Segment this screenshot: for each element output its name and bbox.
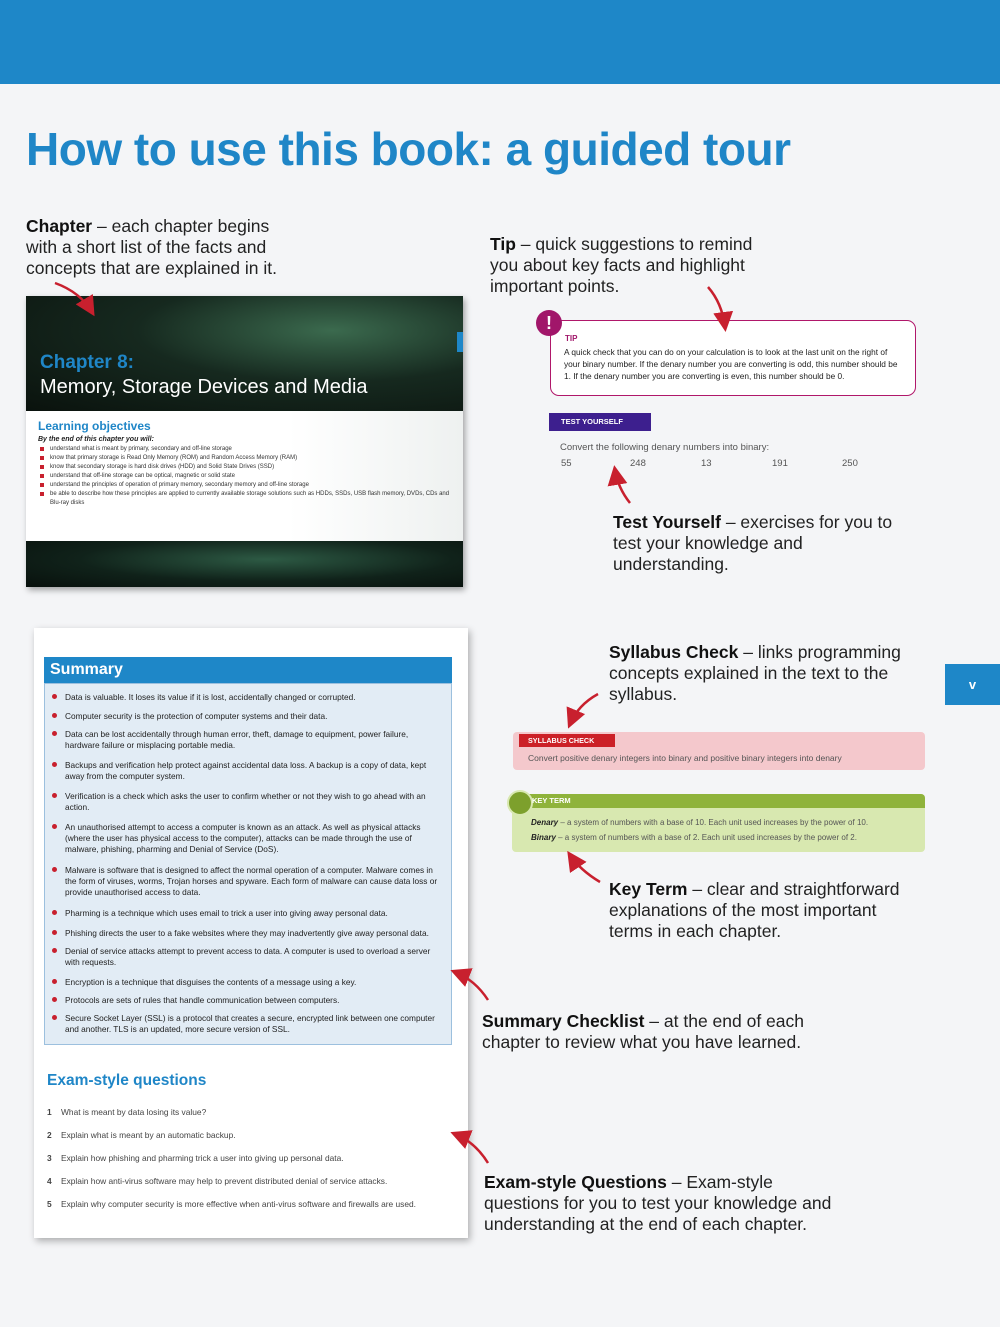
objective-item: know that primary storage is Read Only Memory (ROM) and Random Access Memory (RAM) <box>38 454 458 463</box>
tip-callout-text: – quick suggestions to remind you about key facts and highlight important points. <box>490 234 753 296</box>
objective-item: understand the principles of operation of primary memory, secondary memory and off-line storage <box>38 481 458 490</box>
chapter-opener-sample <box>26 296 463 587</box>
tip-callout-term: Tip <box>490 234 516 254</box>
test-yourself-callout-text: – exercises for you to test your knowledge and understanding. <box>613 512 893 574</box>
key-term-callout-text: – clear and straightforward explanations of the most important terms in each chapter. <box>609 879 900 941</box>
summary-item: Encryption is a technique that disguises the contents of a message using a key. <box>50 977 442 988</box>
objective-item: understand what is meant by primary, secondary and off-line storage <box>38 445 458 454</box>
question-text: Explain how phishing and pharming trick a user into giving up personal data. <box>61 1153 344 1163</box>
key-term-word: Binary <box>531 833 556 842</box>
chapter-callout-text: – each chapter begins with a short list of the facts and concepts that are explained in it. <box>26 216 277 278</box>
syllabus-check-callout <box>609 642 909 705</box>
arrow-test-yourself <box>615 470 630 503</box>
test-yourself-callout-term: Test Yourself <box>613 512 721 532</box>
question-text: Explain what is meant by an automatic backup. <box>61 1130 236 1140</box>
key-term-entry <box>531 833 857 842</box>
summary-item: Malware is software that is designed to affect the normal operation of a computer. Malware comes in the form of viruses, worms, Trojan horses and spyware. Each form of malware can cause data loss or provide unauthorised access to data. <box>50 865 442 898</box>
summary-item: Phishing directs the user to a fake websites where they may inadvertently give away personal data. <box>50 928 442 939</box>
learning-objectives-list <box>38 445 458 508</box>
chapter-callout <box>26 216 286 279</box>
question-number: 5 <box>47 1199 52 1209</box>
test-number: 55 <box>561 458 572 469</box>
page-title: How to use this book: a guided tour <box>26 123 791 175</box>
exam-question <box>47 1129 447 1141</box>
summary-item: Pharming is a technique which uses email to trick a user into giving away personal data. <box>50 908 442 919</box>
summary-item: Data is valuable. It loses its value if it is lost, accidentally changed or corrupted. <box>50 692 442 703</box>
syllabus-check-callout-text: – links programming concepts explained in the text to the syllabus. <box>609 642 901 704</box>
summary-item: Verification is a check which asks the user to confirm whether or not they wish to go ahead with an action. <box>50 791 442 813</box>
summary-item: Protocols are sets of rules that handle communication between computers. <box>50 995 442 1006</box>
tip-callout <box>490 234 765 297</box>
question-text: What is meant by data losing its value? <box>61 1107 207 1117</box>
arrow-key-term <box>570 855 600 882</box>
exam-question <box>47 1106 447 1118</box>
question-number: 2 <box>47 1130 52 1140</box>
chapter-number: Chapter 8: <box>40 352 134 373</box>
objective-item: be able to describe how these principles are applied to currently available storage solutions such as HDDs, SSDs, USB flash memory, DVDs, CDs and Blu-ray disks <box>38 490 458 508</box>
test-yourself-label: TEST YOURSELF <box>549 413 651 431</box>
exam-questions-callout-text: – Exam-style questions for you to test your knowledge and understanding at the end of each chapter. <box>484 1172 832 1234</box>
arrow-syllabus <box>570 694 598 724</box>
syllabus-check-callout-term: Syllabus Check <box>609 642 739 662</box>
summary-checklist-callout-term: Summary Checklist <box>482 1011 645 1031</box>
summary-item: Secure Socket Layer (SSL) is a protocol that creates a secure, encrypted link between one computer and another. TLS is an updated, more secure version of SSL. <box>50 1013 442 1035</box>
test-number: 13 <box>701 458 712 469</box>
top-banner <box>0 0 1000 84</box>
learning-objectives-heading: Learning objectives <box>38 419 151 433</box>
key-term-entry <box>531 818 868 827</box>
question-text: Explain why computer security is more effective when anti-virus software and firewalls are used. <box>61 1199 417 1209</box>
question-number: 3 <box>47 1153 52 1163</box>
tip-text: A quick check that you can do on your calculation is to look at the last unit on the right of your binary number. If the denary number you are converting is odd, this number should be 1. If the denary number you are converting is even, this number should be 0. <box>564 347 898 381</box>
key-term-definition: – a system of numbers with a base of 10. Each unit used increases by the power of 10. <box>558 818 869 827</box>
test-number: 248 <box>630 458 646 469</box>
exam-question <box>47 1198 447 1210</box>
chapter-title: Memory, Storage Devices and Media <box>40 376 368 398</box>
summary-item: Data can be lost accidentally through human error, theft, damage to equipment, power failure, hardware failure or misplacing portable media. <box>50 729 442 751</box>
tip-label: TIP <box>565 334 578 343</box>
question-number: 4 <box>47 1176 52 1186</box>
learning-objectives-intro: By the end of this chapter you will: <box>38 436 154 443</box>
summary-checklist-callout-text: – at the end of each chapter to review what you have learned. <box>482 1011 805 1052</box>
summary-item: An unauthorised attempt to access a computer is known as an attack. As well as physical attacks (where the user has physical access to the computer), attacks can be made through the use of malware, phishing, pharming and Denial of Service (DoS). <box>50 822 442 855</box>
exam-questions-callout <box>484 1172 834 1235</box>
summary-item: Backups and verification help protect against accidental data loss. A backup is a copy of data, kept away from the computer system. <box>50 760 442 782</box>
test-number: 191 <box>772 458 788 469</box>
syllabus-check-text: Convert positive denary integers into binary and positive binary integers into denary <box>528 753 842 763</box>
test-yourself-question: Convert the following denary numbers into binary: <box>560 442 770 453</box>
exam-question <box>47 1152 447 1164</box>
question-number: 1 <box>47 1107 52 1117</box>
chapter-header-edge <box>457 332 463 352</box>
objective-item: understand that off-line storage can be optical, magnetic or solid state <box>38 472 458 481</box>
exam-questions-heading: Exam-style questions <box>47 1072 207 1089</box>
summary-item: Computer security is the protection of computer systems and their data. <box>50 711 442 722</box>
test-number: 250 <box>842 458 858 469</box>
objective-item: know that secondary storage is hard disk drives (HDD) and Solid State Drives (SSD) <box>38 463 458 472</box>
syllabus-check-label: SYLLABUS CHECK <box>519 734 615 747</box>
test-yourself-callout <box>613 512 923 575</box>
summary-item: Denial of service attacks attempt to prevent access to data. A computer is used to overload a server with requests. <box>50 946 442 968</box>
exam-questions-callout-term: Exam-style Questions <box>484 1172 667 1192</box>
question-text: Explain how anti-virus software may help to prevent distributed denial of service attacks. <box>61 1176 388 1186</box>
key-term-label: KEY TERM <box>532 796 571 805</box>
learning-objectives-panel <box>26 411 463 541</box>
key-term-word: Denary <box>531 818 559 827</box>
page-number-tab: v <box>945 664 1000 705</box>
key-term-callout-term: Key Term <box>609 879 688 899</box>
summary-checklist-callout <box>482 1011 812 1053</box>
key-icon <box>507 790 533 816</box>
summary-heading: Summary <box>44 657 452 683</box>
key-term-definition: – a system of numbers with a base of 2. Each unit used increases by the power of 2. <box>555 833 857 842</box>
key-term-bar <box>512 794 925 808</box>
key-term-callout <box>609 879 909 942</box>
exam-question <box>47 1175 447 1187</box>
exclamation-icon: ! <box>536 310 562 336</box>
chapter-header-image <box>26 296 463 411</box>
chapter-callout-term: Chapter <box>26 216 93 236</box>
chapter-footer-image <box>26 541 463 587</box>
